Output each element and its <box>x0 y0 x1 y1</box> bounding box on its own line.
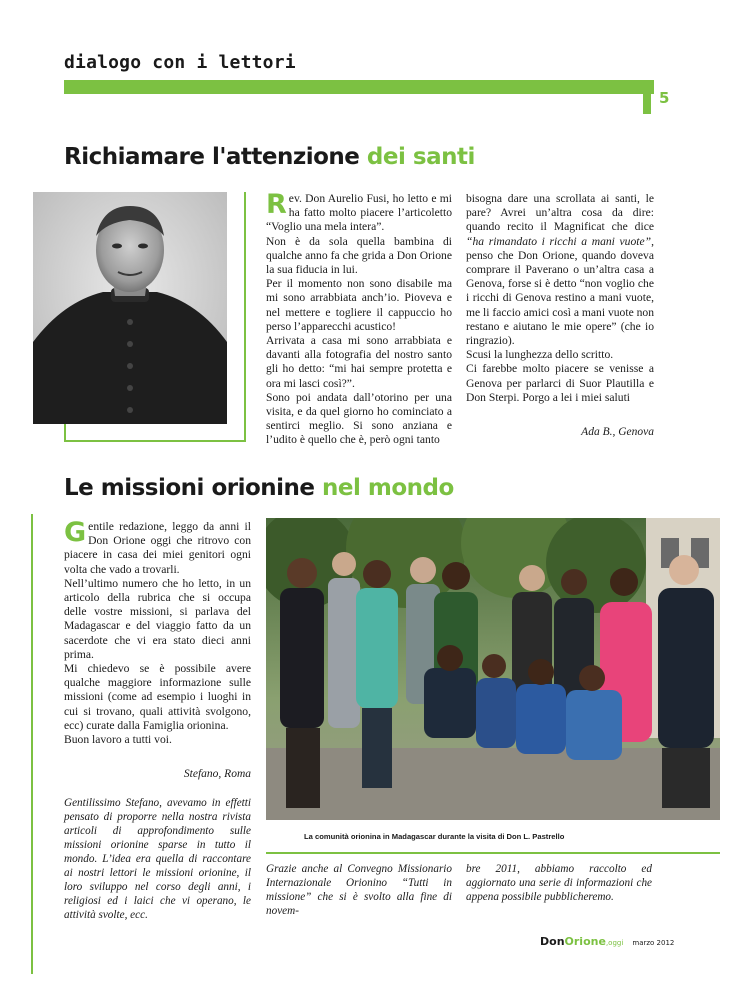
page-number: 5 <box>659 89 670 107</box>
article1-headline-accent: dei santi <box>366 144 475 170</box>
article1-col2-para: Scusi la lunghezza dello scritto. <box>466 348 614 362</box>
article1-col1-para: Per il momento non sono disabile ma mi sono arrabbiata anch’io. Pioveva e nel mettere e togliere il cappuccio ho perso l’apparecchi acustico! <box>266 277 452 333</box>
portrait-frame-right <box>244 192 246 442</box>
article1-headline-main: Richiamare l'attenzione <box>64 144 360 170</box>
portrait-frame-bottom <box>64 440 246 442</box>
magnificat-quote: “ha rimandato i ricchi a mani vuote” <box>466 234 652 248</box>
header-green-tick <box>643 82 651 114</box>
article1-col1-para: ev. Don Aurelio Fusi, ho letto e mi ha fatto molto piacere l’articoletto “Voglio una mela intera”. <box>266 192 452 234</box>
article1-headline <box>64 144 475 170</box>
article2-headline-accent: nel mondo <box>322 475 454 501</box>
article2-letter-para: entile redazione, leggo da anni il Don Orione oggi che ritrovo con piacere in casa dei miei genitori ogni volta che vado a trovarli. <box>64 520 251 576</box>
article2-letter-para: Mi chiedevo se è possibile avere qualche maggiore informazione sulle missioni (come ad esempio i luoghi in cui si trovano, quali attività svolgono, ecc) curate dalla Famiglia orionina. <box>64 662 251 732</box>
footer-brand-don: Don <box>540 935 565 948</box>
article2-letter-para: Nell’ultimo numero che ho letto, in un articolo della rubrica che si occupa delle vostre missioni, si parlava del Madagascar e del viaggio fatto da un sacerdote che vi era stato dieci anni prima. <box>64 576 251 661</box>
article1-col1-para: Sono poi andata dall’otorino per una visita, e da quel giorno ho cominciato a sentirci meglio. Si sono anziana e l’udito è quello che è, però ogni tanto <box>266 390 452 447</box>
article1-col2-para: Ci farebbe molto piacere se venisse a Genova per parlarci di Suor Plautilla e Don Sterpi. Porgo a lei i miei saluti <box>466 362 654 404</box>
article2-headline-main: Le missioni orionine <box>64 475 315 501</box>
article2-letter <box>64 517 251 747</box>
footer-brand-oggi: ,oggi <box>605 939 624 947</box>
article1-col1-para: Arrivata a casa mi sono arrabbiata e davanti alla fotografia del nostro santo gli ho detto: “mi hai sempre protetta e ora mi lasci così?”. <box>266 334 452 390</box>
article1-col2-para: bisogna dare una scrollata ai santi, le pare? Avrei un’altra cosa da dire: quando recito il Magnificat che dice “ha rimandato i ricchi a mani vuote”, penso che Don Orione, quando doveva comprare il Paverano o un’altra casa a Genova, forse si è detto “non voglio che i ricchi di Genova restino a mani vuote, me li faccio amici così a mani vuote non restano e aiutano le mie opere” (che io ringrazio). <box>466 192 655 348</box>
article2-signature: Stefano, Roma <box>183 768 251 780</box>
section-label: dialogo con i lettori <box>64 52 296 73</box>
group-photo <box>266 518 720 820</box>
footer-issue: marzo 2012 <box>632 939 675 947</box>
article1-signature: Ada B., Genova <box>581 426 654 438</box>
article2-reply-col1: Gentilissimo Stefano, avevamo in effetti pensato di proporre nella nostra rivista articoli di approfondimento sulle missioni orionine sparse in tutto il mondo. L’idea era quella di raccontare ai nostri lettori le missioni orionine, il loro sviluppo nel corso degli anni, i religiosi ed i laici che vi operano, le attività svolte, ecc. <box>64 797 251 921</box>
article1-column1 <box>266 189 452 448</box>
photo-caption: La comunità orionina in Madagascar durante la visita di Don L. Pastrello <box>304 832 565 841</box>
article2-reply-col2: Grazie anche al Convegno Missionario Internazionale Orionino “Tutti in missione” che si è svolto alla fine di novem- <box>266 863 452 917</box>
article2-left-rule <box>31 514 33 974</box>
article1-column2 <box>466 192 654 405</box>
footer-brand-orione: Orione <box>564 935 606 948</box>
caption-rule <box>266 852 720 854</box>
article2-dropcap: G <box>64 517 87 548</box>
portrait-photo <box>33 192 227 424</box>
article1-col1-para: Non è da sola quella bambina di qualche anno fa che grida a Don Orione la sua fiducia in lui. <box>266 234 452 277</box>
article1-dropcap: R <box>266 189 287 220</box>
footer-masthead <box>540 930 674 949</box>
article2-headline <box>64 475 454 501</box>
header-green-bar <box>64 80 654 94</box>
article2-letter-para: Buon lavoro a tutti voi. <box>64 733 172 747</box>
article2-reply-col3: bre 2011, abbiamo raccolto ed aggiornato una serie di informazioni che appena possibile pubblicheremo. <box>466 863 652 903</box>
